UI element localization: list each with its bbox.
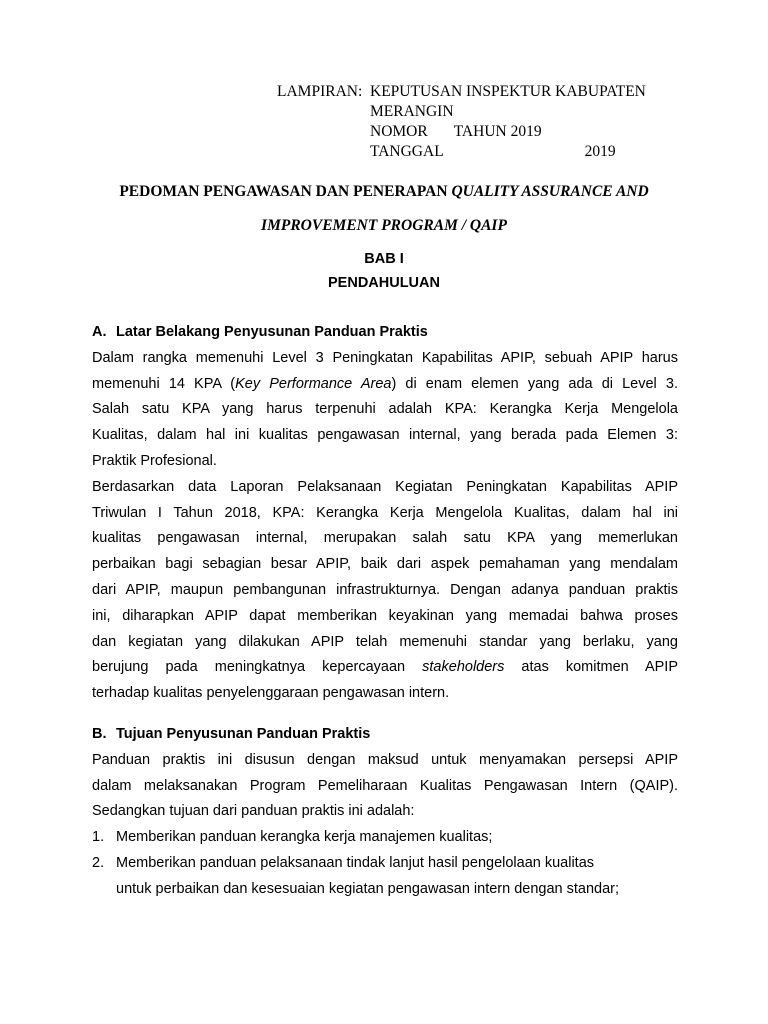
text-line: dalam melaksanakan Program Pemeliharaan Kualitas Pengawasan Intern (QAIP). (92, 777, 678, 794)
list-item (92, 851, 678, 903)
text-line: Kualitas, dalam hal ini kualitas pengawasan internal, yang berada pada Elemen 3: (92, 427, 678, 444)
objectives-list (92, 825, 678, 902)
text-line: perbaikan bagi sebagian besar APIP, baik dari aspek pemahaman yang mendalam (92, 556, 678, 573)
text-line: Triwulan I Tahun 2018, KPA: Kerangka Kerja Mengelola Kualitas, dalam hal ini (92, 504, 678, 521)
tanggal-value: 2019 (584, 143, 616, 160)
list-item-number: 1. (92, 829, 105, 846)
text-line: Salah satu KPA yang harus terpenuhi adalah KPA: Kerangka Kerja Mengelola (92, 401, 678, 418)
title-italic: QUALITY ASSURANCE AND (451, 183, 649, 200)
lampiran-header (277, 82, 646, 162)
section-b-title: Tujuan Penyusunan Panduan Praktis (116, 726, 371, 742)
lampiran-label: LAMPIRAN: (277, 83, 363, 100)
text-line: Praktik Profesional. (92, 452, 217, 469)
section-b (92, 722, 678, 903)
text-span: memenuhi 14 KPA ( (92, 375, 236, 392)
text-line-mixed (92, 655, 678, 681)
section-a-heading (92, 320, 678, 346)
italic-term: Key Performance Area (235, 375, 392, 392)
lampiran-row-2 (370, 102, 646, 122)
section-a-letter: A. (92, 324, 107, 340)
title-plain: PEDOMAN PENGAWASAN DAN PENERAPAN (119, 183, 452, 200)
text-line: Panduan praktis ini disusun dengan maksud untuk menyamakan persepsi APIP (92, 751, 678, 768)
list-item (92, 825, 678, 851)
lampiran-row (277, 82, 646, 102)
list-item-number: 2. (92, 854, 105, 871)
text-span: ) di enam elemen yang ada di Level 3. (391, 375, 678, 392)
section-b-paragraph-1 (92, 748, 678, 825)
nomor-row (370, 122, 646, 142)
nomor-gap (428, 122, 454, 142)
text-line: terhadap kualitas penyelenggaraan pengawasan intern. (92, 685, 450, 702)
text-line: Sedangkan tujuan dari panduan praktis ini adalah: (92, 803, 415, 820)
title-italic-2: IMPROVEMENT PROGRAM / QAIP (261, 217, 507, 234)
section-a-paragraph-1 (92, 346, 678, 475)
lampiran-line2: MERANGIN (370, 103, 454, 120)
tanggal-gap (444, 142, 585, 162)
tanggal-label: TANGGAL (370, 143, 444, 160)
text-line: Dalam rangka memenuhi Level 3 Peningkatan Kapabilitas APIP, sebuah APIP harus (92, 349, 678, 366)
list-item-text-cont: untuk perbaikan dan kesesuaian kegiatan pengawasan intern dengan standar; (116, 880, 620, 897)
text-span: atas komitmen APIP (504, 659, 678, 676)
italic-term: stakeholders (422, 659, 505, 676)
chapter-number: BAB I (364, 251, 404, 267)
section-a-title: Latar Belakang Penyusunan Panduan Praktis (116, 324, 428, 340)
lampiran-line1: KEPUTUSAN INSPEKTUR KABUPATEN (370, 83, 646, 100)
nomor-value: TAHUN 2019 (453, 123, 542, 140)
section-b-heading (92, 722, 678, 748)
chapter-name: PENDAHULUAN (328, 275, 440, 291)
section-b-letter: B. (92, 726, 107, 742)
list-item-text: Memberikan panduan kerangka kerja manajemen kualitas; (116, 829, 493, 846)
tanggal-row (370, 142, 646, 162)
text-line: ini, diharapkan APIP dapat memberikan keyakinan yang memadai bahwa proses (92, 607, 678, 624)
text-line: kualitas pengawasan internal, merupakan salah satu KPA yang memerlukan (92, 530, 678, 547)
nomor-label: NOMOR (370, 123, 428, 140)
section-a (92, 320, 678, 707)
document-title-line2 (0, 217, 768, 235)
text-line-mixed (92, 372, 678, 398)
text-line: dari APIP, maupun pembangunan infrastrukturnya. Dengan adanya panduan praktis (92, 581, 678, 598)
list-item-text: Memberikan panduan pelaksanaan tindak lanjut hasil pengelolaan kualitas (116, 854, 595, 871)
text-span: berujung pada meningkatnya kepercayaan (92, 659, 423, 676)
text-line: Berdasarkan data Laporan Pelaksanaan Kegiatan Peningkatan Kapabilitas APIP (92, 478, 678, 495)
text-line: dan kegiatan yang dilakukan APIP telah memenuhi standar yang berlaku, yang (92, 633, 678, 650)
section-a-paragraph-2 (92, 475, 678, 707)
document-title-line1 (0, 183, 768, 201)
